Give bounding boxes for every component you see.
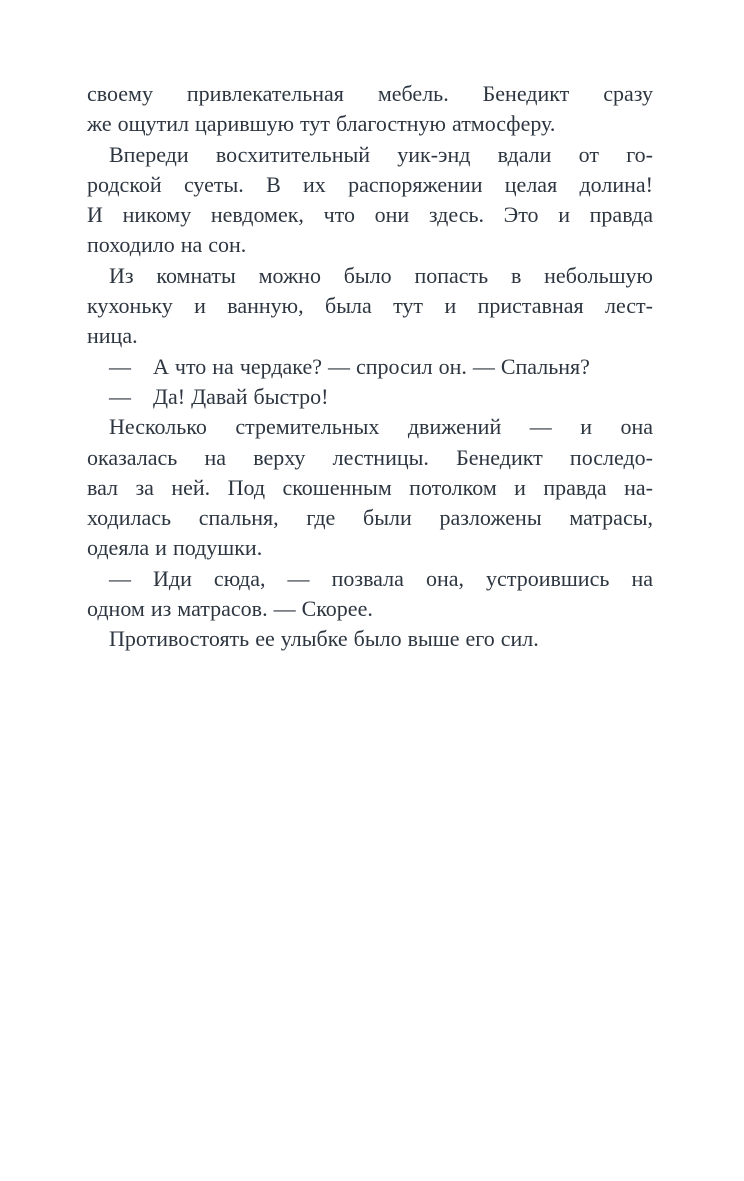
paragraph bbox=[87, 624, 653, 654]
text-line: — А что на чердаке? — спросил он. — Спальня? bbox=[109, 353, 590, 379]
text-line: Из комнаты можно было попасть в небольшую bbox=[109, 262, 653, 288]
text-line: вал за ней. Под скошенным потолком и правда на- bbox=[87, 474, 653, 500]
text-line: оказалась на верху лестницы. Бенедикт последо- bbox=[87, 444, 653, 470]
text-line: Несколько стремительных движений — и она bbox=[109, 414, 653, 440]
text-line: ница. bbox=[87, 323, 138, 349]
paragraph bbox=[87, 261, 653, 352]
paragraph bbox=[87, 140, 653, 261]
paragraph-dialogue bbox=[87, 382, 653, 412]
text-line: Противостоять ее улыбке было выше его сил. bbox=[109, 626, 539, 652]
paragraph bbox=[87, 79, 653, 140]
text-line: ходилась спальня, где были разложены матрасы, bbox=[87, 505, 653, 531]
text-line: кухоньку и ванную, была тут и приставная лест- bbox=[87, 293, 653, 319]
paragraph-dialogue bbox=[87, 352, 653, 382]
paragraph bbox=[87, 412, 653, 563]
text-line: — Иди сюда, — позвала она, устроившись на bbox=[109, 565, 653, 591]
text-line: же ощутил царившую тут благостную атмосферу. bbox=[87, 111, 556, 137]
text-line: родской суеты. В их распоряжении целая долина! bbox=[87, 171, 653, 197]
text-line: И никому невдомек, что они здесь. Это и правда bbox=[87, 202, 653, 228]
text-line: своему привлекательная мебель. Бенедикт сразу bbox=[87, 81, 653, 106]
text-line: Впереди восхитительный уик-энд вдали от го- bbox=[109, 141, 653, 167]
text-line: одном из матрасов. — Скорее. bbox=[87, 596, 373, 622]
text-line: одеяла и подушки. bbox=[87, 535, 263, 561]
page-text-block bbox=[87, 79, 653, 655]
paragraph-dialogue bbox=[87, 564, 653, 625]
text-line: походило на сон. bbox=[87, 232, 247, 258]
text-line: — Да! Давай быстро! bbox=[109, 383, 329, 409]
